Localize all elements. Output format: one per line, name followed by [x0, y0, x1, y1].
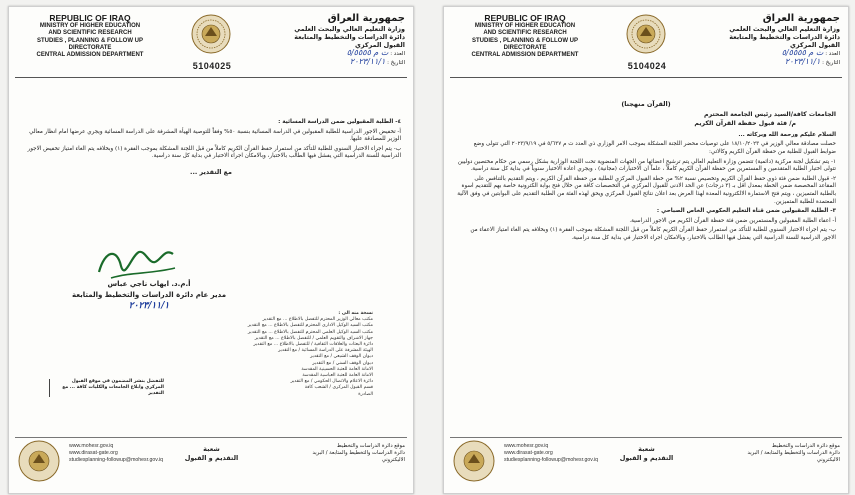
footer-center-2: التقديم و القبول — [184, 454, 239, 462]
item-4-a: أ- تخفيض الاجور الدراسية للطلبة المقبولين في الدراسة المسائية بنسبة ٥٠% وفقاً للتوصية الهيأة المشرفة على الدراسة المسائية ويجري عرضها امام انظار معالي الوزير للمصادقة عليها. — [29, 128, 401, 143]
signature-block — [69, 279, 229, 312]
header-en-country: REPUBLIC OF IRAQ — [49, 13, 131, 23]
header-ar-ministry: وزارة التعليم العالي والبحث العلمي — [294, 25, 405, 33]
header-ar-department: القبول المركزي — [790, 41, 840, 49]
footer-ar-2: دائرة الدراسات والتخطيط والمتابعة / البريد الاليكتروني — [312, 449, 405, 463]
document-page-1 — [443, 6, 849, 494]
ref-value: ت م ٥/٥٥٥٥ — [346, 48, 389, 57]
cc-note: للتفضل بنشر المضمون في موقع القبول المركزي وابلاغ الجامعات والكليات كافة ... مع التقدير — [49, 379, 164, 397]
footer-divider — [15, 437, 407, 438]
footer-web-2: www.dirasat-gate.org — [69, 449, 118, 456]
ministry-seal-logo — [191, 14, 231, 54]
cc-item: الصادرة — [358, 391, 373, 397]
footer-seal-logo — [452, 439, 496, 483]
cc-item: مكتب معالي الوزير المحترم للتفضل بالاطلاع ... مع التقدير — [262, 317, 373, 323]
cc-item: قسم القبول المركزي / الشعب كافة — [304, 385, 373, 391]
document-page-2 — [8, 6, 414, 494]
letter-body — [21, 119, 401, 179]
item-4-b: ب- يتم اجراء الاختبار السنوي للطلبة للتأكد من استمرار حفظ القرآن الكريم كاملاً من قبل اللجنة المشكلة بموجب الفقرة (١) وبخلافه يتم الغاء امتياز تخفيض الاجور الدراسية للسنة الدراسية التي يفشل فيها الطالب بالاختبار، وبالامكان اجراء الاختبار في بداية كل سنة دراسية. — [27, 145, 401, 160]
header-en-ministry: MINISTRY OF HIGHER EDUCATION — [39, 23, 141, 29]
header-en-department: CENTRAL ADMISSION DEPARTMENT — [471, 52, 579, 59]
footer-seal-logo — [17, 439, 61, 483]
footer-center — [159, 445, 264, 463]
page-footer — [444, 435, 848, 493]
header-ar-country: جمهورية العراق — [327, 13, 405, 24]
ref-label: العدد : — [825, 51, 840, 57]
footer-web-1: www.mohesr.gov.iq — [69, 443, 114, 449]
footer-web-3: studiesplanning-followup@mohesr.gov.iq — [504, 456, 598, 463]
page-footer — [9, 435, 413, 493]
footer-ar-1: موقع دائرة الدراسات والتخطيط — [336, 443, 405, 449]
cc-item: الامانة العامة للعتبة الحسينية المقدسة — [301, 366, 373, 372]
item-4-title: ٤- الطلبة المقبولين ضمن الدراسة المسائية : — [278, 119, 401, 125]
cc-item: الامانة العامة للعتبة العباسية المقدسة — [302, 373, 373, 379]
cc-item: ديوان الوقف السني / مع التقدير — [312, 360, 373, 366]
footer-web-3: studiesplanning-followup@mohesr.gov.iq — [69, 456, 163, 463]
date-value: ٢٠٢٣/١١/١ — [784, 57, 821, 66]
closing-text: مع التقدير ... — [190, 167, 232, 176]
header-arabic — [275, 13, 405, 49]
footer-center — [594, 445, 699, 463]
footer-web-1: www.mohesr.gov.iq — [504, 443, 549, 449]
letter-greeting: السلام عليكم ورحمة الله وبركاته ... — [738, 131, 836, 138]
footer-center-1: شعبة — [203, 445, 220, 453]
footer-divider — [450, 437, 842, 438]
cc-item: الهيئة المشرفة على الدراسة المسائية / مع التقدير — [278, 348, 373, 354]
header-ar-department: القبول المركزي — [355, 41, 405, 49]
header-en-directorate: STUDIES , PLANNING & FOLLOW UP DIRECTORATE — [37, 37, 143, 51]
ref-value: ت م ٥/٥٥٥٥ — [781, 48, 824, 57]
header-en-directorate: STUDIES , PLANNING & FOLLOW UP DIRECTORATE — [472, 37, 578, 51]
header-en-ministry: MINISTRY OF HIGHER EDUCATION — [474, 23, 576, 29]
footer-center-1: شعبة — [638, 445, 655, 453]
cc-item: مكتب السيد الوكيل العلمي المحترم للتفضل بالاطلاع ... مع التقدير — [247, 329, 373, 335]
header-ar-directorate: دائرة الدراسات والتخطيط والمتابعة — [294, 33, 405, 41]
letter-heading: (القرآن منهجنا) — [621, 100, 671, 108]
document-number: 5104024 — [627, 61, 667, 71]
letter-subject: م/ فئة قبول حفظة القرآن الكريم — [694, 120, 796, 128]
header-en-ministry-2: AND SCIENTIFIC RESEARCH — [48, 30, 132, 37]
reference-block — [710, 49, 840, 67]
cc-item: جهاز الاشراف والتقويم العلمي / للتفضل بالاطلاع ... مع التقدير — [254, 335, 373, 341]
header-en-department: CENTRAL ADMISSION DEPARTMENT — [36, 52, 144, 59]
footer-ar-2: دائرة الدراسات والتخطيط والمتابعة / البريد الاليكتروني — [747, 449, 840, 463]
item-3-a: أ- اعفاء الطلبة المقبولين والمستمرين ضمن فئة حفظة القرآن الكريم من الاجور الدراسية. — [629, 217, 836, 224]
header-divider — [15, 77, 407, 78]
item-2: ٢- قبول الطلبة ضمن فئة ذوي حفظ القرآن الكريم وتخصيص نسبة ٢% من خطة القبول المركزي للطلبة من حفظة القرآن الكريم ، ويتم التقديم بالتنافس على المقاعد المخصصة ضمن الخطة بمعدل اقل بـ (٣ درجات) عن الحد الادنى للقبول المركزي في التخصصات كافة من خلال فتح بوابة الكترونية خاصة بهم للتقديم اسوة بالطلبة المتميزين ، ويتم فتح الاستمارة الالكترونية المعدة لهذا العرض بعد اعلان نتائج القبول المركزي ويحق لهذه الفئة من الطلبة التقديم على البوابتين في وفق الآلية المعتمدة للطلبة المتميزين. — [457, 175, 836, 205]
footer-web-2: www.dirasat-gate.org — [504, 449, 553, 456]
item-1: ١- يتم تشكيل لجنة مركزية (دائمية) تتضمن وزارة التعليم العالي يتم ترشيح اعضائها من الجهات المنضوية تحت اللجنة الوزارية بشكل رسمي من حكام مختصين دوليين تتولى اختبار الطلبة المتقدمين و المستمرين من حفظة القرآن الكريم كاملاً ، علماً ان الاختبارات (مجانية) ، ويجري اعادة الاختبار سنوياً في بداية كل سنة دراسية. — [457, 158, 836, 173]
header-ar-ministry: وزارة التعليم العالي والبحث العلمي — [729, 25, 840, 33]
date-label: التاريخ : — [387, 60, 405, 66]
header-en-ministry-2: AND SCIENTIFIC RESEARCH — [483, 30, 567, 37]
document-number: 5104025 — [192, 61, 232, 71]
cc-item: مكتب السيد الوكيل الاداري المحترم للتفضل بالاطلاع ... مع التقدير — [247, 323, 373, 329]
cc-item: دائرة البعثات والعلاقات الثقافية / للتفضل بالاطلاع ... مع التقدير — [253, 342, 373, 348]
header-divider — [450, 77, 842, 78]
cc-item: دائرة الاعلام والاتصال الحكومي / مع التقدير — [290, 379, 373, 385]
header-english — [15, 13, 165, 59]
date-label: التاريخ : — [822, 60, 840, 66]
footer-ar-1: موقع دائرة الدراسات والتخطيط — [771, 443, 840, 449]
footer-arabic — [295, 443, 405, 463]
footer-center-2: التقديم و القبول — [619, 454, 674, 462]
letter-intro: حصلت مصادقة معالي الوزير في ١٨/١٠/٢٠٢٣ على توصيات محضر اللجنة المشكلة بموجب الامر الوزاري ذي العدد ت م ٥/٦٣٧ في ٢٠٢٣/٩/١٩ التي تتولى وضع ضوابط القبول للطلبة من حفظة القرآن الكريم وكالاتي: — [473, 141, 836, 155]
reference-block — [275, 49, 405, 67]
cc-title: نسخة منه الى : — [338, 311, 373, 316]
signer-title: مدير عام دائرة الدراسات والتخطيط والمتابعة — [71, 291, 227, 299]
sign-date: ٢٠٢٣/١١/١ — [128, 301, 170, 311]
header-arabic — [710, 13, 840, 49]
item-3-title: ٣- الطلبة المقبولين ضمن قناة التعليم الحكومي الخاص الصباحي : — [656, 208, 836, 215]
footer-arabic — [730, 443, 840, 463]
ministry-seal-logo — [626, 14, 666, 54]
header-ar-country: جمهورية العراق — [762, 13, 840, 24]
letter-addressee: الجامعات كافة/السيد رئيس الجامعة المحترم — [704, 110, 836, 118]
header-en-country: REPUBLIC OF IRAQ — [484, 13, 566, 23]
header-ar-directorate: دائرة الدراسات والتخطيط والمتابعة — [729, 33, 840, 41]
date-value: ٢٠٢٣/١١/١ — [349, 57, 386, 66]
item-3-b: ب- يتم اجراء الاختبار السنوي للطلبة للتأكد من استمرار حفظ القرآن الكريم كاملاً من قبل اللجنة المشكلة بموجب الفقرة (١) وبخلافه يتم الغاء امتياز الاعفاء من الاجور الدراسية للسنة الدراسية التي يفشل فيها الطالب بالاختبار، وبالامكان اجراء الاختبار في بداية كل سنة دراسية. — [470, 227, 836, 241]
header-english — [450, 13, 600, 59]
cc-item: ديوان الوقف الشيعي / مع التقدير — [310, 354, 373, 360]
signer-name: أ.م.د. ايهاب ناجي عباس — [107, 280, 191, 288]
letter-body — [456, 101, 836, 245]
ref-label: العدد : — [390, 51, 405, 57]
